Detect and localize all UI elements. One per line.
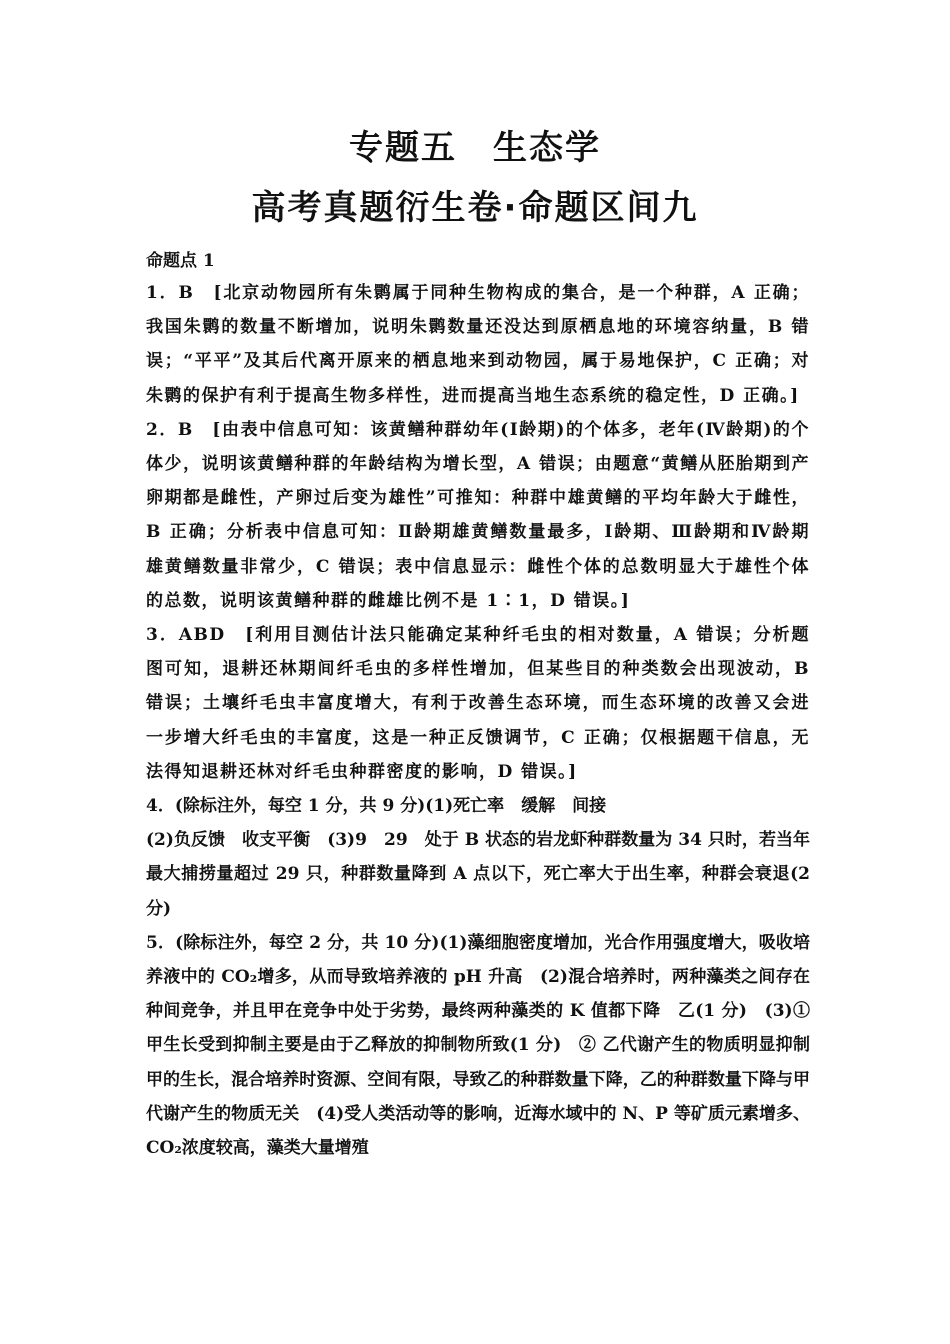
- answer-item-4: 4．(除标注外，每空 1 分，共 9 分)(1)死亡率 缓解 间接: [146, 796, 607, 817]
- answer-item-1: 1．B [北京动物园所有朱鹮属于同种生物构成的集合，是一个种群，A 正确；我国朱鹮的数量不断增加，说明朱鹮数量还没达到原栖息地的环境容纳量，B 错误；“平平”及其后代离开原来的栖息地来到动物园，属于易地保护，C 正确；对朱鹮的保护有利于提高生物多样性，进而提高当地生态系统的稳定性，D 正确。]: [146, 283, 810, 406]
- answer-item-2: 2．B [由表中信息可知：该黄鳝种群幼年(Ⅰ龄期)的个体多，老年(Ⅳ龄期)的个体少，说明该黄鳝种群的年龄结构为增长型，A 错误；由题意“黄鳝从胚胎期到产卵期都是雌性，产卵过后变为雄性”可推知：种群中雄黄鳝的平均年龄大于雌性，B 正确；分析表中信息可知：Ⅱ龄期雄黄鳝数量最多，Ⅰ龄期、Ⅲ龄期和Ⅳ龄期雄黄鳝数量非常少，C 错误；表中信息显示：雌性个体的总数明显大于雄性个体的总数，说明该黄鳝种群的雌雄比例不是 1∶1，D 错误。]: [146, 419, 810, 611]
- answer-list: [146, 276, 818, 1165]
- section-label: 命题点 1: [146, 251, 215, 271]
- answer-item-4-continued: (2)负反馈 收支平衡 (3)9 29 处于 B 状态的岩龙虾种群数量为 34 只时，若当年最大捕捞量超过 29 只，种群数量降到 A 点以下，死亡率大于出生率，种群会衰退(2 分): [146, 830, 816, 919]
- page-subtitle: 高考真题衍生卷·命题区间九: [251, 188, 699, 228]
- answer-item-3: 3．ABD [利用目测估计法只能确定某种纤毛虫的相对数量，A 错误；分析题图可知，退耕还林期间纤毛虫的多样性增加，但某些目的种类数会出现波动，B 错误；土壤纤毛虫丰富度增大，有利于改善生态环境，而生态环境的改善又会进一步增大纤毛虫的丰富度，这是一种正反馈调节，C 正确；仅根据题干信息，无法得知退耕还林对纤毛虫种群密度的影响，D 错误。]: [146, 625, 818, 782]
- page-title: 专题五 生态学: [349, 128, 601, 168]
- answer-item-5: 5．(除标注外，每空 2 分，共 10 分)(1)藻细胞密度增加，光合作用强度增大，吸收培养液中的 CO₂增多，从而导致培养液的 pH 升高 (2)混合培养时，两种藻类之间存在种间竞争，并且甲在竞争中处于劣势，最终两种藻类的 K 值都下降 乙(1 分) (3)① 甲生长受到抑制主要是由于乙释放的抑制物所致(1 分) ② 乙代谢产生的物质明显抑制甲的生长，混合培养时资源、空间有限，导致乙的种群数量下降，乙的种群数量下降与甲代谢产生的物质无关 (4)受人类活动等的影响，近海水域中的 N、P 等矿质元素增多、CO₂浓度较高，藻类大量增殖: [146, 932, 816, 1159]
